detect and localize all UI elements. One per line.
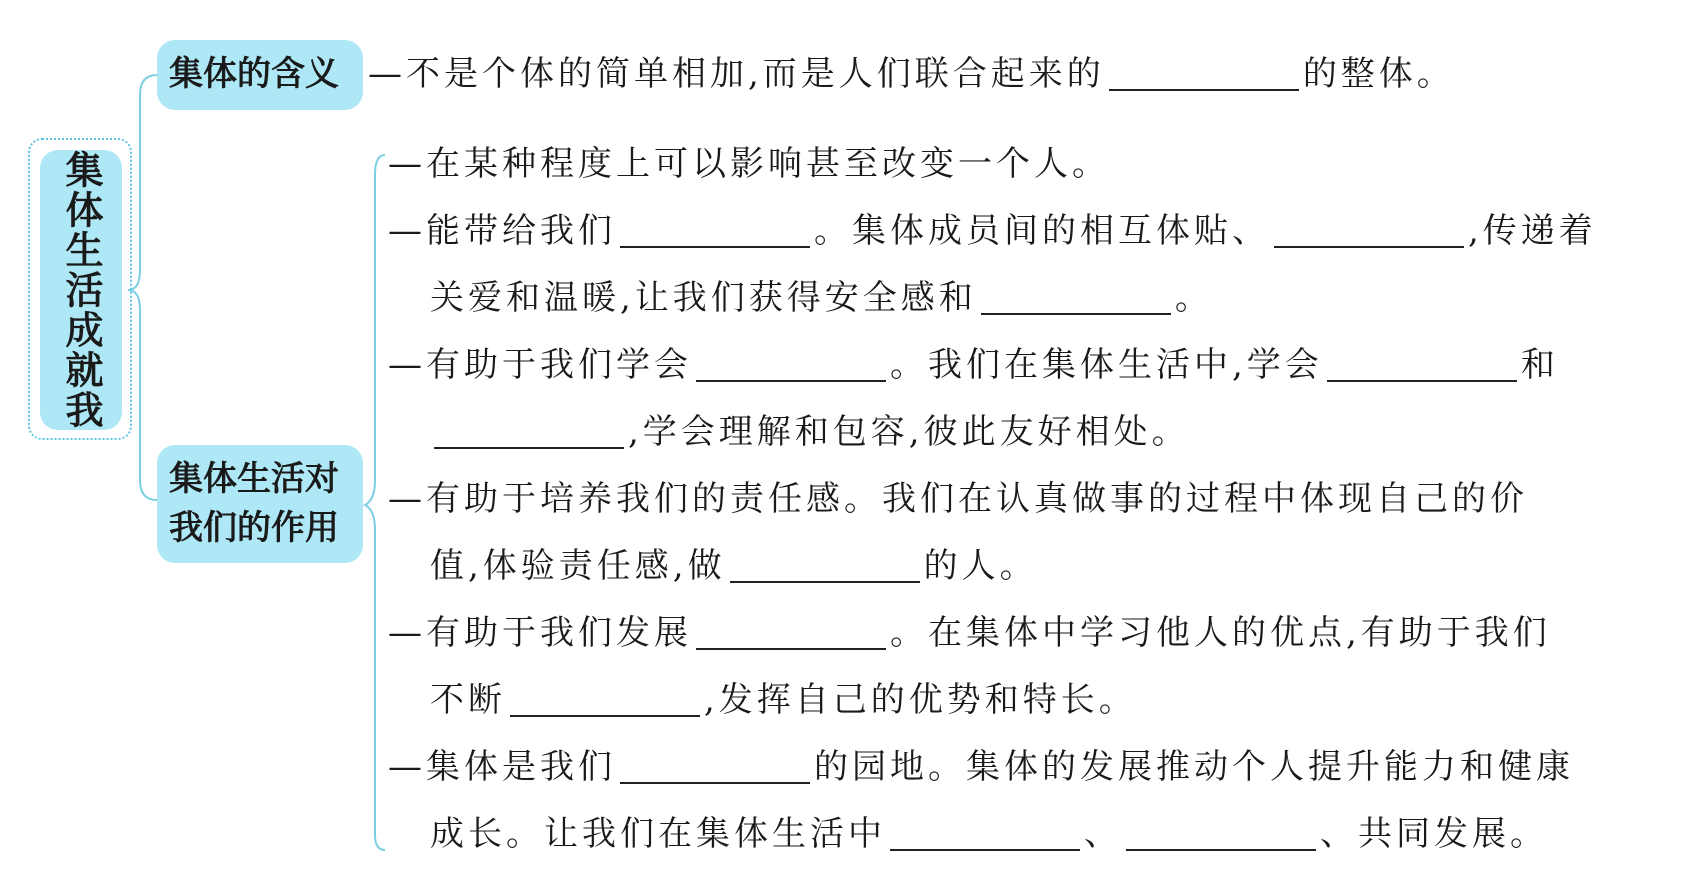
role-line-11 — [430, 808, 1548, 860]
text-segment: —不是个体的简单相加,而是人们联合起来的 — [368, 54, 1105, 94]
fill-blank[interactable] — [696, 350, 886, 382]
text-segment: 。 — [1174, 278, 1213, 318]
role-line-2 — [388, 205, 1597, 257]
fill-blank[interactable] — [620, 216, 810, 248]
fill-blank[interactable] — [1126, 819, 1316, 851]
fill-blank[interactable] — [1274, 216, 1464, 248]
text-segment: 不断 — [430, 680, 506, 720]
text-segment: 。我们在集体生活中,学会 — [890, 345, 1323, 385]
branch-role-label-line2: 我们的作用 — [169, 508, 339, 548]
root-node — [40, 150, 122, 430]
text-segment: 。集体成员间的相互体贴、 — [814, 211, 1270, 251]
text-segment: —有助于培养我们的责任感。我们在认真做事的过程中体现自己的价 — [388, 479, 1528, 519]
fill-blank[interactable] — [620, 752, 810, 784]
branch-meaning-label: 集体的含义 — [169, 54, 339, 95]
branch-role-label-line1: 集体生活对 — [169, 458, 339, 499]
fill-blank[interactable] — [510, 685, 700, 717]
text-segment: 。在集体中学习他人的优点,有助于我们 — [890, 613, 1551, 653]
role-line-3 — [430, 272, 1213, 324]
text-segment: 成长。让我们在集体生活中 — [430, 814, 886, 854]
text-segment: 和 — [1520, 345, 1559, 385]
role-line-8 — [388, 607, 1551, 659]
fill-blank[interactable] — [434, 417, 624, 449]
text-segment: 的整体。 — [1302, 54, 1455, 94]
role-line-4 — [388, 339, 1559, 391]
meaning-line — [368, 48, 1455, 100]
fill-blank[interactable] — [981, 283, 1171, 315]
fill-blank[interactable] — [890, 819, 1080, 851]
text-segment: —有助于我们学会 — [388, 345, 692, 385]
root-label: 集体生活成就我 — [59, 150, 103, 430]
text-segment: 关爱和温暖,让我们获得安全感和 — [430, 278, 977, 318]
text-segment: 的园地。集体的发展推动个人提升能力和健康 — [814, 747, 1574, 787]
text-segment: 、共同发展。 — [1320, 814, 1548, 854]
role-line-10 — [388, 741, 1574, 793]
role-line-9 — [430, 674, 1137, 726]
text-segment: ,传递着 — [1468, 211, 1597, 251]
fill-blank[interactable] — [1327, 350, 1517, 382]
role-line-5 — [430, 406, 1190, 458]
text-segment: —有助于我们发展 — [388, 613, 692, 653]
text-segment: ,发挥自己的优势和特长。 — [704, 680, 1137, 720]
text-segment: 的人。 — [923, 546, 1038, 586]
text-segment: 值,体验责任感,做 — [430, 546, 726, 586]
text-segment: —集体是我们 — [388, 747, 616, 787]
fill-blank[interactable] — [696, 618, 886, 650]
role-line-6 — [388, 473, 1528, 525]
text-segment: —能带给我们 — [388, 211, 616, 251]
role-line-7 — [430, 540, 1038, 592]
text-segment: ,学会理解和包容,彼此友好相处。 — [628, 412, 1190, 452]
branch-meaning — [157, 40, 363, 110]
text-segment: 、 — [1084, 814, 1122, 854]
fill-blank[interactable] — [1109, 59, 1299, 91]
branch-role — [157, 445, 363, 563]
role-line-1 — [388, 138, 1110, 190]
fill-blank[interactable] — [730, 551, 920, 583]
text-segment: —在某种程度上可以影响甚至改变一个人。 — [388, 144, 1110, 184]
